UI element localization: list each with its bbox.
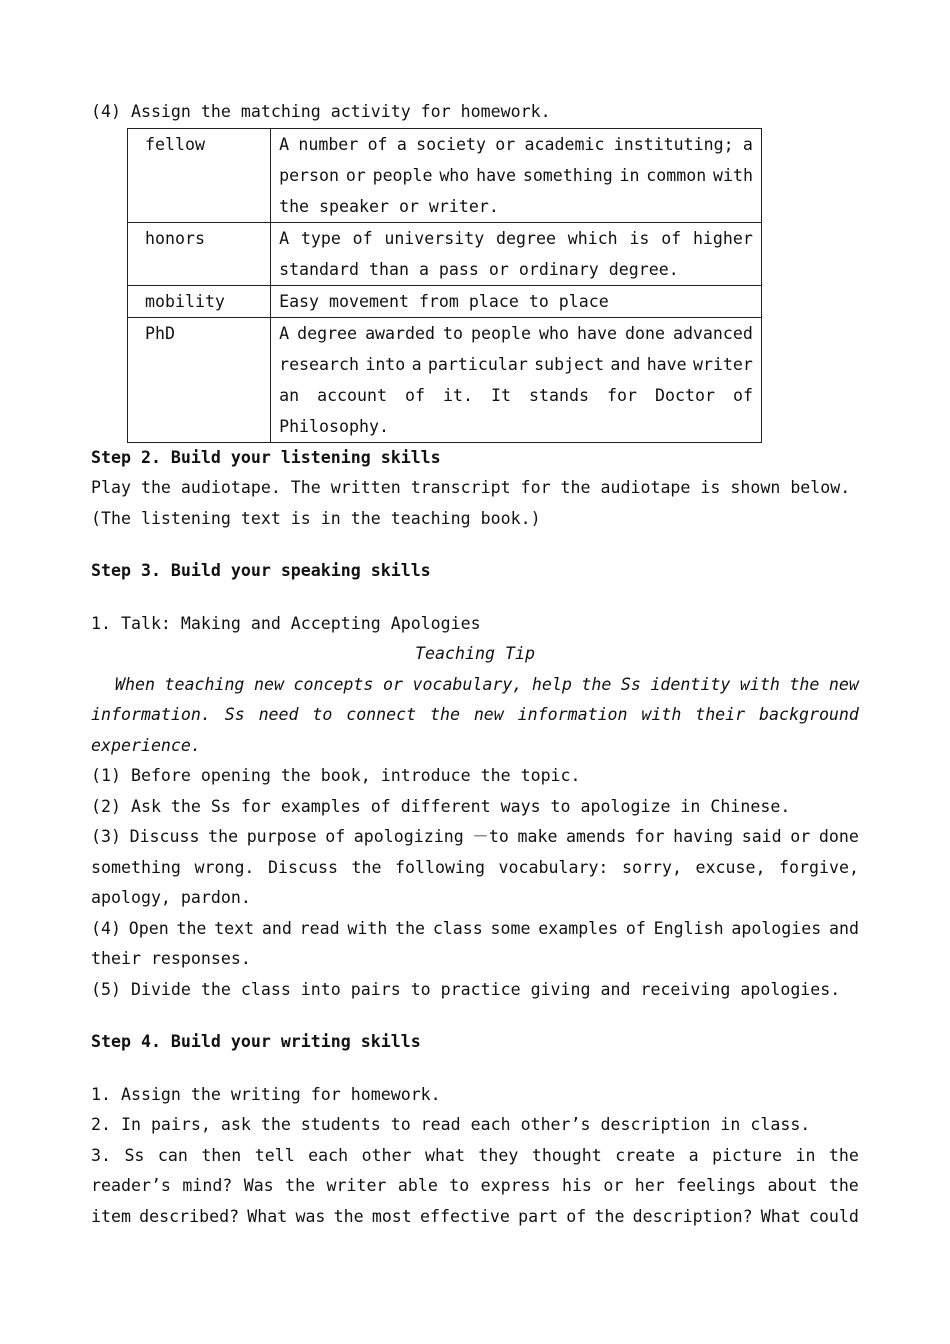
step3-item-line: (3) Discuss the purpose of apologizing －to make amends for having said or done: [91, 827, 859, 846]
step4-heading: Step 4. Build your writing skills: [91, 1032, 421, 1051]
vocab-term: PhD: [128, 317, 271, 442]
step3-item-line: (4) Open the text and read with the class some examples of English apologies and: [91, 918, 859, 938]
step4-line: 3. Ss can then tell each other what they thought create a picture in the: [91, 1145, 859, 1165]
step3-item-list: [91, 761, 859, 1005]
step4-line: item described? What was the most effective part of the description? What could: [91, 1206, 859, 1226]
step3-item-line: (5) Divide the class into pairs to practice giving and receiving apologies.: [91, 979, 841, 999]
vocab-row: [128, 128, 762, 222]
step4-line: 2. In pairs, ask the students to read each other’s description in class.: [91, 1115, 811, 1134]
intro-line: (4) Assign the matching activity for homework.: [91, 102, 551, 121]
definition-line: Philosophy.: [279, 416, 389, 436]
definition-line: person or people who have something in common with: [279, 165, 753, 185]
teaching-tip-line: information. Ss need to connect the new information with their background: [91, 705, 859, 724]
talk-title: 1. Talk: Making and Accepting Apologies: [91, 613, 481, 633]
vocab-definition: [271, 285, 762, 317]
vocab-definition: [271, 128, 762, 222]
definition-line: Easy movement from place to place: [279, 291, 609, 311]
step2-line-2: (The listening text is in the teaching book.): [91, 508, 541, 528]
step3-item-line: apology, pardon.: [91, 888, 251, 907]
teaching-tip-line: experience.: [91, 735, 201, 755]
vocab-row: [128, 285, 762, 317]
vocab-term: honors: [128, 222, 271, 285]
step4-line: reader’s mind? Was the writer able to express his or her feelings about the: [91, 1176, 859, 1195]
definition-line: the speaker or writer.: [279, 196, 499, 216]
vocab-definition: [271, 317, 762, 442]
vocab-row: [128, 317, 762, 442]
step3-item-line: (2) Ask the Ss for examples of different ways to apologize in Chinese.: [91, 796, 791, 816]
definition-line: standard than a pass or ordinary degree.: [279, 259, 679, 279]
step2-heading: Step 2. Build your listening skills: [91, 447, 441, 467]
vocab-term: fellow: [128, 128, 271, 222]
step3-item-line: something wrong. Discuss the following vocabulary: sorry, excuse, forgive,: [91, 857, 859, 877]
teaching-tip-title: Teaching Tip: [415, 644, 535, 663]
definition-line: A type of university degree which is of higher: [279, 228, 753, 248]
document-page: [91, 97, 859, 1232]
step4-line: 1. Assign the writing for homework.: [91, 1084, 441, 1104]
definition-line: A number of a society or academic instituting; a: [279, 134, 753, 154]
vocab-term: mobility: [128, 285, 271, 317]
step3-heading: Step 3. Build your speaking skills: [91, 561, 431, 580]
teaching-tip-line: When teaching new concepts or vocabulary, help the Ss identity with the new: [115, 674, 859, 694]
definition-line: A degree awarded to people who have done advanced: [279, 323, 753, 343]
definition-line: research into a particular subject and have writer: [279, 354, 753, 374]
vocabulary-table: [127, 128, 762, 443]
step3-item-line: (1) Before opening the book, introduce the topic.: [91, 766, 581, 785]
vocab-definition: [271, 222, 762, 285]
step3-item-line: their responses.: [91, 949, 251, 968]
definition-line: an account of it. It stands for Doctor of: [279, 385, 753, 405]
vocab-row: [128, 222, 762, 285]
step2-line-1: Play the audiotape. The written transcript for the audiotape is shown below.: [91, 478, 851, 497]
